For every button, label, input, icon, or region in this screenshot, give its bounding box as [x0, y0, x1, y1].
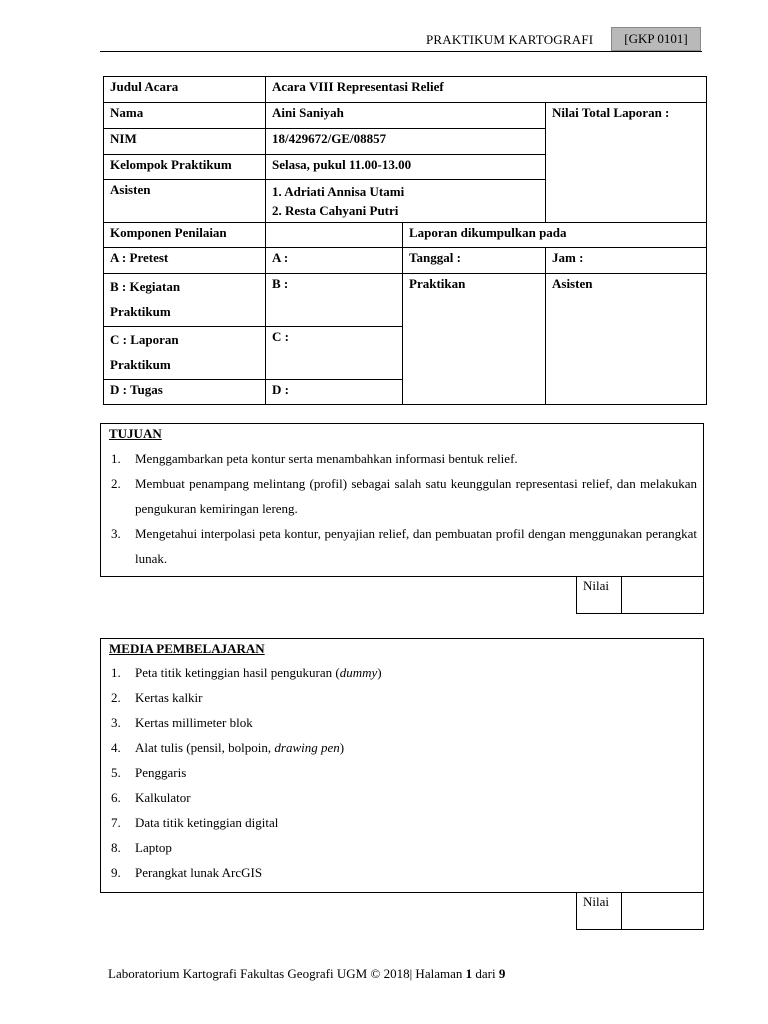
media-item-number: 8.: [111, 840, 121, 855]
course-code-badge: [GKP 0101]: [611, 27, 701, 51]
media-item-text: Kalkulator: [135, 790, 191, 805]
media-item: [101, 860, 697, 885]
b-label-line-2: Praktikum: [110, 304, 171, 319]
media-item-italic: drawing pen: [274, 740, 340, 755]
b-score: B :: [266, 274, 403, 327]
tujuan-item-text: Menggambarkan peta kontur serta menambahkan informasi bentuk relief.: [135, 451, 518, 466]
media-item: [101, 785, 697, 810]
nim-label: NIM: [104, 129, 266, 155]
footer-text: Laboratorium Kartografi Fakultas Geografi UGM © 2018| Halaman: [108, 966, 466, 981]
header-title: PRAKTIKUM KARTOGRAFI: [426, 32, 594, 47]
media-item-text: Peta titik ketinggian hasil pengukuran (: [135, 665, 340, 680]
a-label: A : Pretest: [104, 248, 266, 274]
footer-total: 9: [498, 966, 506, 981]
media-item: [101, 810, 697, 835]
media-item-number: 3.: [111, 715, 121, 730]
tujuan-item: [101, 446, 697, 471]
asisten-1: 1. Adriati Annisa Utami: [272, 184, 405, 199]
tujuan-item: [101, 521, 697, 571]
media-item-number: 4.: [111, 740, 121, 755]
media-item-number: 9.: [111, 865, 121, 880]
asisten-value: [266, 180, 546, 223]
tujuan-item-number: 3.: [111, 526, 121, 541]
kelompok-label: Kelompok Praktikum: [104, 155, 266, 180]
media-item: [101, 660, 697, 685]
judul-label: Judul Acara: [104, 77, 266, 103]
laporan-label: Laporan dikumpulkan pada: [403, 223, 707, 248]
footer-of: dari: [472, 966, 499, 981]
tujuan-nilai-box: [576, 576, 704, 614]
nama-label: Nama: [104, 103, 266, 129]
media-item-number: 2.: [111, 690, 121, 705]
judul-value: Acara VIII Representasi Relief: [266, 77, 707, 103]
media-item: [101, 685, 697, 710]
footer-page: 1: [465, 966, 473, 981]
media-nilai-label: Nilai: [583, 894, 609, 909]
nim-value: 18/429672/GE/08857: [266, 129, 546, 155]
c-label-line-1: C : Laporan: [110, 332, 179, 347]
tujuan-nilai-label: Nilai: [583, 578, 609, 593]
media-item-text: Perangkat lunak ArcGIS: [135, 865, 263, 880]
media-item-number: 1.: [111, 665, 121, 680]
media-item-text: Kertas kalkir: [135, 690, 203, 705]
media-item-text: Laptop: [135, 840, 172, 855]
media-nilai-box: [576, 892, 704, 930]
b-label-line-1: B : Kegiatan: [110, 279, 181, 294]
media-list: [101, 660, 697, 885]
komponen-empty: [266, 223, 403, 248]
komponen-label: Komponen Penilaian: [104, 223, 266, 248]
media-item: [101, 710, 697, 735]
media-item: [101, 735, 697, 760]
media-item: [101, 760, 697, 785]
report-info-table: [103, 76, 707, 405]
media-nilai-divider: [621, 892, 622, 929]
tujuan-item-number: 1.: [111, 451, 121, 466]
c-label: [104, 327, 266, 380]
header-divider: [100, 51, 702, 52]
asisten-col-label: Asisten: [546, 274, 707, 405]
d-score: D :: [266, 380, 403, 405]
b-label: [104, 274, 266, 327]
media-item-italic: dummy: [339, 665, 378, 680]
tujuan-nilai-divider: [621, 576, 622, 613]
media-item: [101, 835, 697, 860]
tujuan-item-text: Mengetahui interpolasi peta kontur, penyajian relief, dan pembuatan profil dengan menggunakan perangkat lunak.: [135, 526, 697, 566]
asisten-2: 2. Resta Cahyani Putri: [272, 203, 399, 218]
a-score: A :: [266, 248, 403, 274]
tujuan-item-text: Membuat penampang melintang (profil) sebagai salah satu keunggulan representasi relief, dan melakukan pengukuran kemiringan lereng.: [135, 476, 697, 516]
media-item-text: Alat tulis (pensil, bolpoin,: [135, 740, 275, 755]
kelompok-value: Selasa, pukul 11.00-13.00: [266, 155, 546, 180]
media-item-number: 6.: [111, 790, 121, 805]
tujuan-list: [101, 446, 697, 571]
media-title: MEDIA PEMBELAJARAN: [109, 641, 265, 656]
tujuan-item-number: 2.: [111, 476, 121, 491]
jam-label: Jam :: [546, 248, 707, 274]
page-footer: [108, 966, 505, 982]
media-item-number: 7.: [111, 815, 121, 830]
tujuan-section: [100, 423, 704, 577]
d-label: D : Tugas: [104, 380, 266, 405]
media-section: [100, 638, 704, 893]
c-label-line-2: Praktikum: [110, 357, 171, 372]
nama-value: Aini Saniyah: [266, 103, 546, 129]
media-item-suffix: ): [339, 740, 345, 755]
media-item-suffix: ): [377, 665, 382, 680]
media-item-text: Penggaris: [135, 765, 187, 780]
asisten-label: Asisten: [104, 180, 266, 223]
praktikan-label: Praktikan: [403, 274, 546, 405]
tujuan-item: [101, 471, 697, 521]
c-score: C :: [266, 327, 403, 380]
media-item-text: Kertas millimeter blok: [135, 715, 253, 730]
media-item-text: Data titik ketinggian digital: [135, 815, 279, 830]
media-item-number: 5.: [111, 765, 121, 780]
nilai-total-cell: Nilai Total Laporan :: [546, 103, 707, 223]
tanggal-label: Tanggal :: [403, 248, 546, 274]
tujuan-title: TUJUAN: [109, 426, 162, 441]
